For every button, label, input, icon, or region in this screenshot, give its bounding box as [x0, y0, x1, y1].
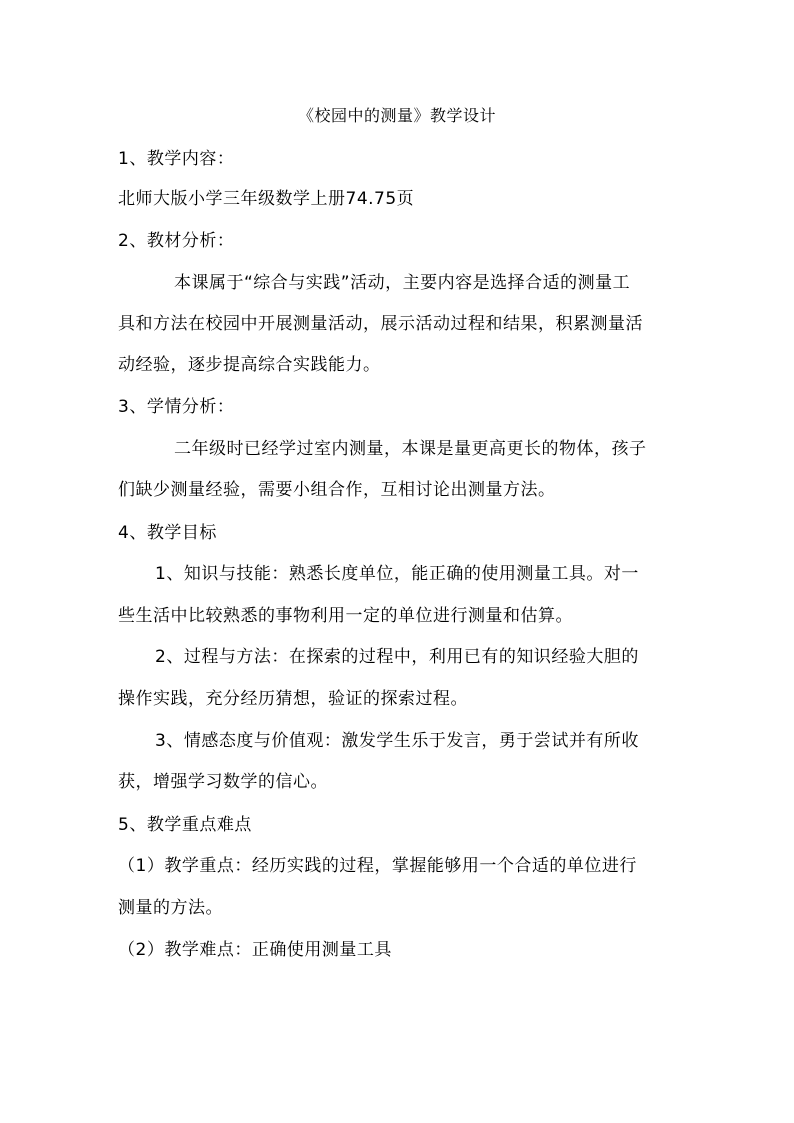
section-4-line-2: 些生活中比较熟悉的事物利用一定的单位进行测量和估算。 — [118, 606, 573, 626]
document-title: 《校园中的测量》教学设计 — [297, 106, 496, 125]
section-3-line-1: 二年级时已经学过室内测量，本课是量更高更长的物体，孩子 — [174, 439, 647, 459]
section-5-heading: 5、教学重点难点 — [118, 815, 252, 835]
section-4-line-5: 3、情感态度与价值观：激发学生乐于发言，勇于尝试并有所收 — [155, 731, 639, 751]
section-2-heading: 2、教材分析： — [118, 231, 235, 251]
section-4-line-6: 获，增强学习数学的信心。 — [118, 772, 328, 792]
section-1-heading: 1、教学内容： — [118, 149, 235, 169]
section-1-line-1: 北师大版小学三年级数学上册74.75页 — [118, 189, 415, 209]
section-4-heading: 4、教学目标 — [118, 523, 217, 543]
section-2-line-1: 本课属于“综合与实践”活动，主要内容是选择合适的测量工 — [174, 273, 631, 293]
section-3-heading: 3、学情分析： — [118, 397, 235, 417]
section-4-line-1: 1、知识与技能：熟悉长度单位，能正确的使用测量工具。对一 — [155, 564, 639, 584]
section-5-line-3: （2）教学难点：正确使用测量工具 — [118, 940, 392, 960]
section-2-line-3: 动经验，逐步提高综合实践能力。 — [118, 355, 381, 375]
section-4-line-3: 2、过程与方法：在探索的过程中，利用已有的知识经验大胆的 — [155, 647, 639, 667]
section-4-line-4: 操作实践，充分经历猜想，验证的探索过程。 — [118, 689, 468, 709]
section-3-line-2: 们缺少测量经验，需要小组合作，互相讨论出测量方法。 — [118, 480, 556, 500]
section-5-line-1: （1）教学重点：经历实践的过程，掌握能够用一个合适的单位进行 — [118, 856, 637, 876]
section-5-line-2: 测量的方法。 — [118, 898, 223, 918]
section-2-line-2: 具和方法在校园中开展测量活动，展示活动过程和结果，积累测量活 — [118, 314, 643, 334]
